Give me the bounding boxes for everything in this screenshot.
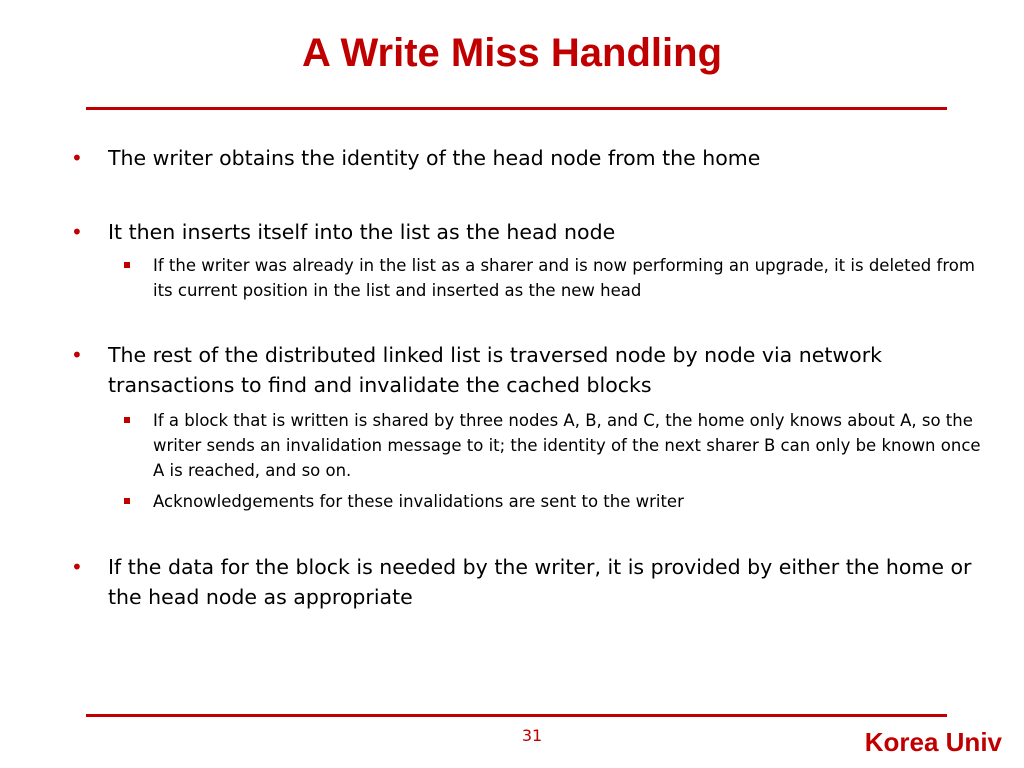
sub-bullet-item <box>153 253 983 303</box>
bullet-item <box>71 552 978 612</box>
sub-bullet-item <box>153 489 983 514</box>
bullet-text: If the data for the block is needed by the writer, it is provided by either the home or the head node as appropriate <box>108 555 972 609</box>
square-bullet-icon <box>124 417 130 423</box>
bullet-dot-icon: • <box>71 343 83 367</box>
bullet-item <box>71 143 978 173</box>
sub-bullet-text: Acknowledgements for these invalidations are sent to the writer <box>153 492 684 511</box>
page-number: 31 <box>521 726 543 745</box>
bullet-dot-icon: • <box>71 146 83 170</box>
bullet-text: The writer obtains the identity of the head node from the home <box>108 146 761 170</box>
sub-bullet-text: If a block that is written is shared by three nodes A, B, and C, the home only knows about A, so the writer sends an invalidation message to it; the identity of the next sharer B can only be known once A is reached, and so on. <box>153 411 981 480</box>
slide-title: A Write Miss Handling <box>301 31 723 75</box>
sub-bullet-text: If the writer was already in the list as a sharer and is now performing an upgrade, it is deleted from its current position in the list and inserted as the new head <box>153 256 975 300</box>
footer-brand: Korea Univ <box>864 727 1002 757</box>
bullet-item <box>71 340 978 400</box>
sub-bullet-item <box>153 408 983 483</box>
title-divider <box>86 107 947 110</box>
bullet-dot-icon: • <box>71 555 83 579</box>
bullet-item <box>71 217 978 247</box>
bullet-text: It then inserts itself into the list as the head node <box>108 220 616 244</box>
bullet-dot-icon: • <box>71 220 83 244</box>
footer-divider <box>86 714 947 717</box>
bullet-text: The rest of the distributed linked list is traversed node by node via network transactions to find and invalidate the cached blocks <box>108 343 883 397</box>
square-bullet-icon <box>124 262 130 268</box>
square-bullet-icon <box>124 498 130 504</box>
